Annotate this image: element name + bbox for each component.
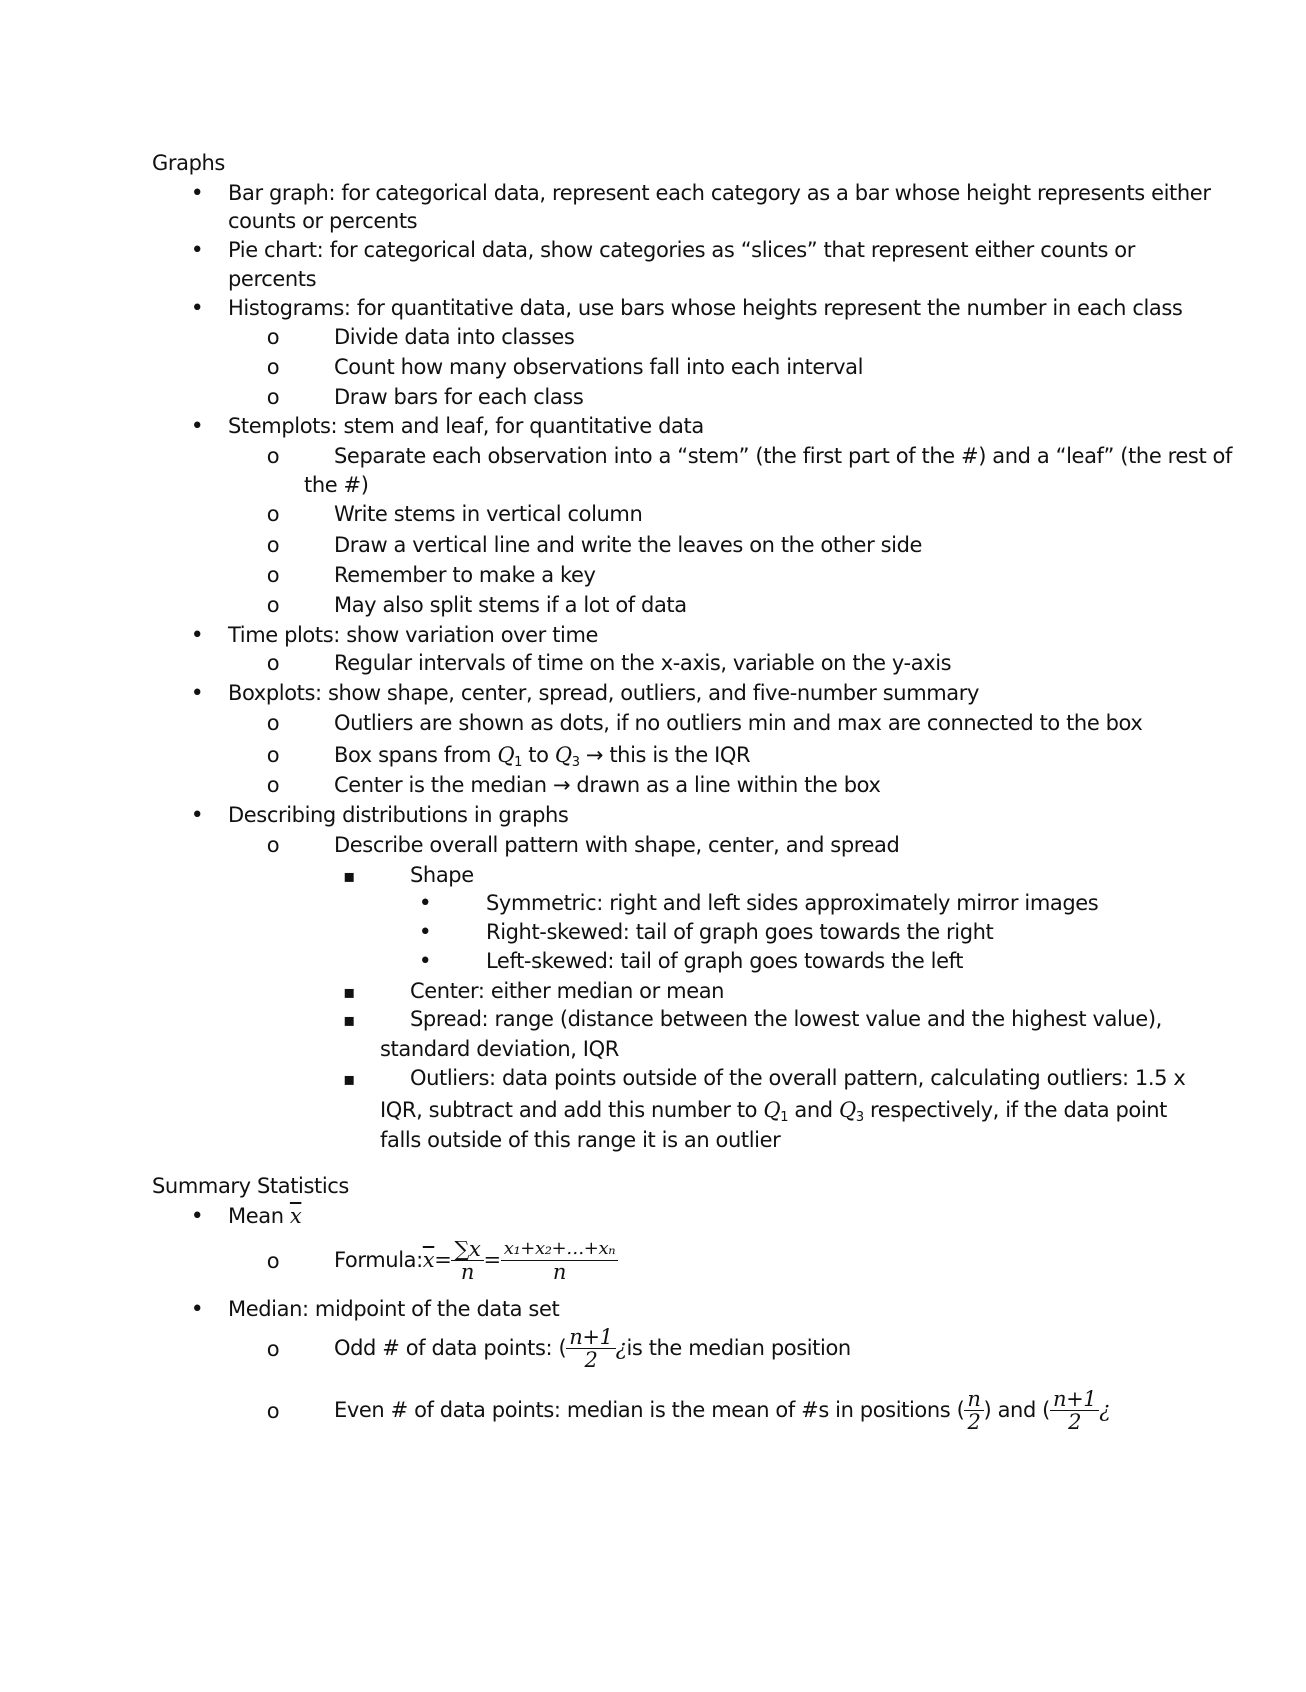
sub-item: o Separate each observation into a “stem” (the first part of the #) and a “leaf” (the rest of	[258, 441, 288, 471]
sub-item: o Draw bars for each class	[258, 382, 288, 412]
bullet-icon	[182, 1201, 212, 1232]
list-item-boxplots: • Boxplots: show shape, center, spread, outliers, and five-number summary	[182, 678, 212, 709]
sub-item: o May also split stems if a lot of data	[258, 590, 288, 620]
heading-summary-statistics: Summary Statistics	[152, 1174, 349, 1198]
even-fraction-n-plus-1: $\frac{n+1}{2}$	[1050, 1388, 1099, 1433]
sub-item: o Box spans from $Q_1$ to $Q_3$ → this is the IQR	[258, 740, 288, 770]
list-item-mean: • Mean $\overline{x}$	[182, 1201, 212, 1232]
sub-sub-item-center: ▪ Center: either median or mean	[334, 976, 364, 1008]
sub-sub-item-shape: ▪ Shape	[334, 860, 364, 892]
bullet-icon	[182, 678, 212, 709]
bullet-icon	[182, 293, 212, 324]
sub-sub-item-outliers: ▪ Outliers: data points outside of the overall pattern, calculating outliers: 1.5 x	[334, 1063, 364, 1095]
list-item-stemplots: • Stemplots: stem and leaf, for quantitative data	[182, 411, 212, 442]
circle-bullet-icon	[258, 352, 288, 382]
sub-item: o Center is the median → drawn as a line within the box	[258, 770, 288, 800]
shape-item: • Left-skewed: tail of graph goes towards the left	[410, 946, 440, 977]
sub-sub-item-spread: ▪ Spread: range (distance between the lowest value and the highest value),	[334, 1004, 364, 1036]
bullet-icon	[182, 620, 212, 651]
bullet-icon	[182, 235, 212, 266]
sub-item: o Draw a vertical line and write the leaves on the other side	[258, 530, 288, 560]
sub-item: o Outliers are shown as dots, if no outliers min and max are connected to the box	[258, 708, 288, 738]
circle-bullet-icon	[258, 441, 288, 471]
mean-fraction: $\frac{\sum x}{n}$	[451, 1238, 483, 1283]
list-item-describing: • Describing distributions in graphs	[182, 800, 212, 831]
circle-bullet-icon	[258, 530, 288, 560]
list-item-bar-graph-cont: counts or percents	[228, 209, 418, 233]
list-item-histograms: • Histograms: for quantitative data, use bars whose heights represent the number in each class	[182, 293, 212, 324]
sub-item: o Regular intervals of time on the x-axis, variable on the y-axis	[258, 648, 288, 678]
bullet-icon	[182, 1294, 212, 1325]
circle-bullet-icon	[258, 590, 288, 620]
list-item-pie-chart: • Pie chart: for categorical data, show categories as “slices” that represent either counts or	[182, 235, 212, 266]
shape-item: • Symmetric: right and left sides approximately mirror images	[410, 888, 440, 919]
circle-bullet-icon	[258, 830, 288, 860]
sub-item-cont: the #)	[304, 473, 369, 497]
shape-item: • Right-skewed: tail of graph goes towards the right	[410, 917, 440, 948]
square-bullet-icon	[334, 1004, 364, 1036]
sub-item: o Divide data into classes	[258, 322, 288, 352]
heading-graphs: Graphs	[152, 151, 225, 175]
list-item-time-plots: • Time plots: show variation over time	[182, 620, 212, 651]
circle-bullet-icon	[258, 1334, 288, 1364]
bullet-icon	[410, 917, 440, 948]
odd-fraction: $\frac{n+1}{2}$	[566, 1326, 615, 1371]
circle-bullet-icon	[258, 560, 288, 590]
bullet-icon	[410, 888, 440, 919]
sub-sub-item-outliers-cont: falls outside of this range it is an outlier	[380, 1128, 781, 1152]
bullet-icon	[182, 178, 212, 209]
square-bullet-icon	[334, 1063, 364, 1095]
sub-item: o Count how many observations fall into each interval	[258, 352, 288, 382]
circle-bullet-icon	[258, 1246, 288, 1276]
list-item-pie-chart-cont: percents	[228, 267, 317, 291]
sub-sub-item-spread-cont: standard deviation, IQR	[380, 1037, 619, 1061]
even-fraction-n: $\frac{n}{2}$	[964, 1388, 983, 1433]
bullet-icon	[182, 800, 212, 831]
bullet-icon	[410, 946, 440, 977]
list-item-bar-graph: • Bar graph: for categorical data, represent each category as a bar whose height represents either	[182, 178, 212, 209]
square-bullet-icon	[334, 860, 364, 892]
document-page: Graphs • Bar graph: for categorical data, represent each category as a bar whose height represents either counts or percents • Pie chart: for categorical data, show categories as “slices” that represent either counts or percents • Histograms: for quantitative data, use bars whose heights represent the number in each class o Divide data into classes o Count how many observations fall into each interval o Draw bars for each class • Stemplots: stem and leaf, for quantitative data o Separate each observation into a “stem” (the first part of the #) and a “leaf” (the rest of the #) o Write stems in vertical column o Draw a vertical line and write the leaves on the other side o Remember to make a key o May also split stems if a lot of data • Time plots: show variation over time o Regular intervals of time on the x-axis, variable on the y-axis • Boxplots: show shape, center, spread, outliers, and five-number summary o Outliers are shown as dots, if no outliers min and max are connected to the box o Box spans from $Q_1$ to $Q_3$ → this is the IQR o Center is the median → drawn as a line within the box • Describing distributions in graphs o Describe overall pattern with shape, center, and spread ▪ Shape • Symmetric: right and left sides approximately mirror images • Right-skewed: tail of graph goes towards the right • Left-skewed: tail of graph goes towards the left ▪ Center: either median or mean ▪ Spread: range (distance between the lowest value and the highest value), standard deviation, IQR ▪ Outliers: data points outside of the overall pattern, calculating outliers: 1.5 x IQR, subtract and add this number to $Q_1$ and $Q_3$ respectively, if the data point falls outside of this range it is an outlier Summary Statistics • Mean $\overline{x}$ o Formula: $\overline{x}$ = $\frac{\sum x}{n}$ = $\frac{\text{x₁+x₂+…+xₙ}}{n}$ • Median: midpoint of the data set o Odd # of data points: ( $\frac{n+1}{2}$ ¿ is the median position o Even # of data points: median is the mean of #s in positions ( $\frac{n}{2}$ ) and ( $\frac{n+1}{2}$ ¿	[0, 0, 1306, 1692]
mean-fraction-expanded: $\frac{\text{x₁+x₂+…+xₙ}}{n}$	[501, 1238, 618, 1283]
sub-item: o Write stems in vertical column	[258, 499, 288, 529]
circle-bullet-icon	[258, 1396, 288, 1426]
sub-item: o Describe overall pattern with shape, center, and spread	[258, 830, 288, 860]
sub-sub-item-outliers-cont: IQR, subtract and add this number to $Q_1$ and $Q_3$ respectively, if the data point	[380, 1098, 1167, 1125]
list-item-median: • Median: midpoint of the data set	[182, 1294, 212, 1325]
circle-bullet-icon	[258, 382, 288, 412]
circle-bullet-icon	[258, 322, 288, 352]
bullet-icon	[182, 411, 212, 442]
sub-item: o Remember to make a key	[258, 560, 288, 590]
circle-bullet-icon	[258, 648, 288, 678]
circle-bullet-icon	[258, 708, 288, 738]
circle-bullet-icon	[258, 740, 288, 770]
circle-bullet-icon	[258, 770, 288, 800]
circle-bullet-icon	[258, 499, 288, 529]
